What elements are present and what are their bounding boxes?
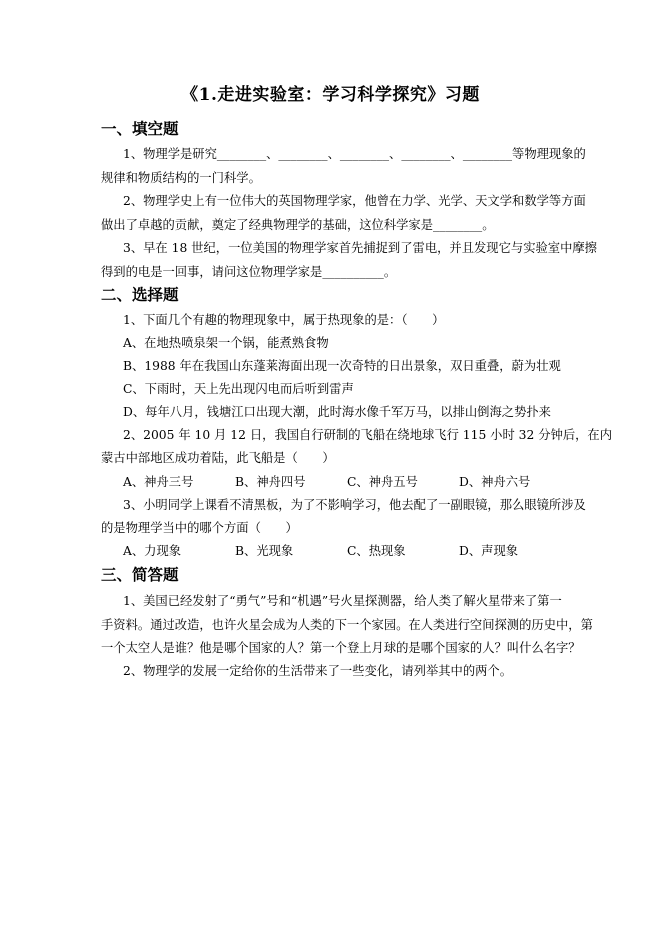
choice-q1-option-c: C、下雨时，天上先出现闪电而后听到雷声 (123, 382, 354, 396)
choice-q1-option-a: A、在地热喷泉架一个锅，能煮熟食物 (123, 336, 329, 350)
choice-q2-line2: 蒙古中部地区成功着陆，此飞船是（ ） (101, 451, 335, 465)
choice-q1-option-b: B、1988 年在我国山东蓬莱海面出现一次奇特的日出景象，双日重叠，蔚为壮观 (123, 359, 561, 373)
short-q2: 2、物理学的发展一定给你的生活带来了一些变化，请列举其中的两个。 (123, 664, 513, 678)
choice-q1: 1、下面几个有趣的物理现象中，属于热现象的是：（ ） (123, 313, 445, 327)
choice-q3-options (123, 539, 571, 563)
choice-q2-option-a: A、神舟三号 (123, 475, 194, 489)
short-q1-line2: 手资料。通过改造，也许火星会成为人类的下一个家园。在人类进行空间探测的历史中，第 (101, 618, 593, 632)
choice-q2-option-c: C、神舟五号 (347, 475, 418, 489)
page-title: 《1.走进实验室：学习科学探究》习题 (181, 85, 480, 105)
choice-q3-option-a: A、力现象 (123, 544, 182, 558)
choice-q1-option-d: D、每年八月，钱塘江口出现大潮，此时海水像千军万马，以排山倒海之势扑来 (123, 405, 551, 419)
choice-q2-option-b: B、神舟四号 (235, 475, 306, 489)
choice-q3-option-c: C、热现象 (347, 544, 406, 558)
choice-q3-option-d: D、声现象 (459, 544, 519, 558)
choice-q3-line1: 3、小明同学上课看不清黑板，为了不影响学习，他去配了一副眼镜，那么眼镜所涉及 (123, 498, 586, 512)
choice-q3-line2: 的是物理学当中的哪个方面（ ） (101, 521, 298, 535)
fill-q3-line2: 得到的电是一回事，请问这位物理学家是__________。 (101, 265, 397, 279)
section-heading-choice: 二、选择题 (101, 285, 179, 304)
fill-q3-line1: 3、早在 18 世纪，一位美国的物理学家首先捕捉到了雷电，并且发现它与实验室中摩擦 (123, 241, 597, 255)
choice-q3-option-b: B、光现象 (235, 544, 294, 558)
choice-q2-options (123, 470, 571, 494)
short-q1-line1: 1、美国已经发射了“勇气”号和“机遇”号火星探测器，给人类了解火星带来了第一 (123, 594, 562, 608)
section-heading-fill: 一、填空题 (101, 119, 179, 138)
fill-q2-line1: 2、物理学史上有一位伟大的英国物理学家，他曾在力学、光学、天文学和数学等方面 (123, 194, 586, 208)
fill-q1-line1: 1、物理学是研究________、________、________、________、________等物理现象的 (123, 147, 586, 161)
fill-q2-line2: 做出了卓越的贡献，奠定了经典物理学的基础，这位科学家是________。 (101, 218, 495, 232)
section-heading-short: 三、简答题 (101, 565, 179, 584)
choice-q2-line1: 2、2005 年 10 月 12 日，我国自行研制的飞船在绕地球飞行 115 小时 32 分钟后，在内 (123, 428, 613, 442)
short-q1-line3: 一个太空人是谁？他是哪个国家的人？第一个登上月球的是哪个国家的人？叫什么名字？ (101, 641, 581, 655)
choice-q2-option-d: D、神舟六号 (459, 475, 531, 489)
fill-q1-line2: 规律和物质结构的一门科学。 (101, 171, 261, 185)
